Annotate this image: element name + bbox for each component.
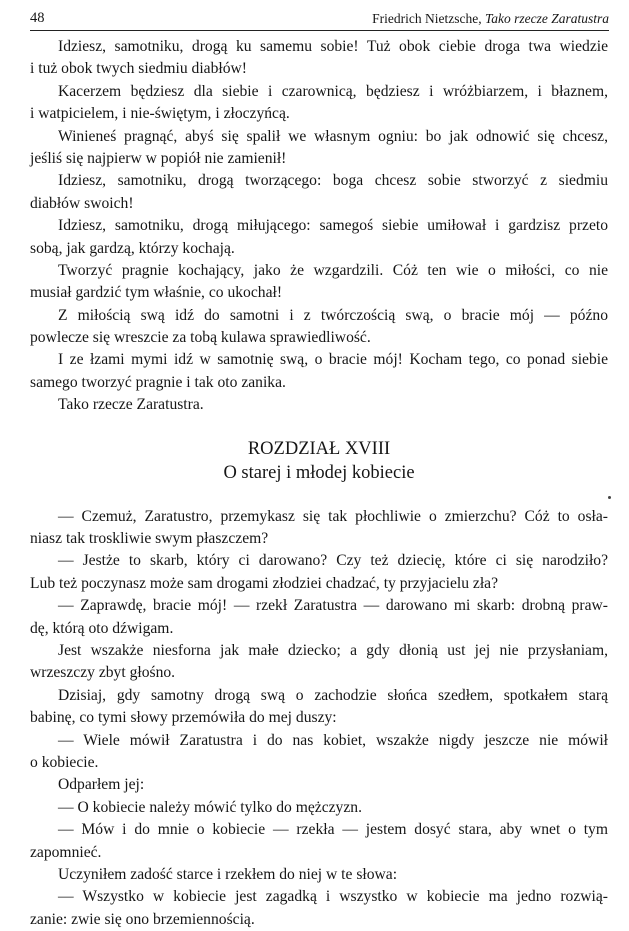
- text-line: jeśliś się najpierw w popiół nie zamienił!: [30, 149, 287, 167]
- text-line: zapomnieć.: [30, 843, 102, 861]
- work-title: Tako rzecze Zaratustra: [484, 11, 609, 26]
- text-line: Jest wszakże niesforna jak małe dziecko; a gdy dłonią ust jej nie przysłaniam,: [58, 641, 608, 659]
- chapter-title: O starej i młodej kobiecie: [223, 462, 415, 483]
- text-line: Idziesz, samotniku, drogą tworzącego: boga chcesz sobie stworzyć z siedmiu: [58, 172, 608, 190]
- print-speck: [608, 496, 611, 499]
- text-line: Idziesz, samotniku, drogą ku samemu sobie! Tuż obok ciebie droga twa wiedzie: [58, 38, 608, 55]
- text-line: Idziesz, samotniku, drogą miłującego: samegoś siebie umiłował i gardzisz przeto: [58, 217, 608, 235]
- text-line: samego tworzyć pragnie i tak oto zanika.: [30, 373, 286, 391]
- text-line: — Wszystko w kobiecie jest zagadką i wszystko w kobiecie ma jedno rozwią-: [58, 888, 608, 906]
- text-line: Tworzyć pragnie kochający, jako że wzgardzili. Cóż ten wie o miłości, co nie: [58, 261, 608, 279]
- page-number: 48: [30, 10, 45, 26]
- text-line: — Wiele mówił Zaratustra i do nas kobiet, wszakże nigdy jeszcze nie mówił: [58, 731, 608, 749]
- text-line: wrzeszczy zbyt głośno.: [30, 664, 176, 682]
- text-line: Odparłem jej:: [58, 776, 145, 794]
- text-line: zanie: zwie się ono brzemiennością.: [30, 910, 255, 928]
- text-line: — O kobiecie należy mówić tylko do mężczyzn.: [58, 798, 362, 816]
- header-rule: [30, 30, 609, 31]
- text-line: i watpicielem, i nie-świętym, i złoczyńcą.: [30, 105, 290, 123]
- spacer: [30, 417, 608, 437]
- text-line: I ze łzami mymi idź w samotnię swą, o bracie mój! Kocham tego, co ponad siebie: [58, 351, 608, 369]
- text-line: sobą, jak gardzą, którzy kochają.: [30, 239, 235, 257]
- text-line: o kobiecie.: [30, 753, 99, 771]
- text-line: — Czemuż, Zaratustro, przemykasz się tak płochliwie o zmierzchu? Cóż to osła-: [58, 507, 608, 525]
- text-line: niasz tak troskliwie swym płaszczem?: [30, 530, 269, 548]
- page-body: [30, 36, 608, 931]
- text-line: i tuż obok twych siedmiu diabłów!: [30, 60, 247, 78]
- text-line: diabłów swoich!: [30, 194, 134, 212]
- text-line: dę, którą oto dźwigam.: [30, 619, 174, 637]
- spacer: [30, 485, 608, 506]
- text-line: — Zaprawdę, bracie mój! — rzekł Zaratustra — darowano mi skarb: drobną praw-: [58, 597, 608, 615]
- text-line: babinę, co tymi słowy przemówiła do mej duszy:: [30, 709, 337, 727]
- text-line: Tako rzecze Zaratustra.: [58, 396, 204, 414]
- text-line: Dzisiaj, gdy samotny drogą swą o zachodzie słońca szedłem, spotkałem starą: [58, 686, 608, 704]
- text-line: powlecze się wreszcie za tobą kulawa sprawiedliwość.: [30, 329, 371, 347]
- text-line: — Mów i do mnie o kobiecie — rzekła — jestem dosyć stara, aby wnet o tym: [58, 821, 608, 839]
- text-line: Lub też poczynasz może sam drogami złodziei chadzać, ty przyjacielu zła?: [30, 574, 499, 592]
- text-line: Uczyniłem zadość starce i rzekłem do niej w te słowa:: [58, 865, 398, 883]
- text-line: Z miłością swą idź do samotni i z twórczością swą, o bracie mój — późno: [58, 306, 608, 324]
- chapter-number: ROZDZIAŁ XVIII: [247, 438, 391, 459]
- running-title: [372, 9, 609, 29]
- author-name: Friedrich Nietzsche,: [372, 11, 482, 26]
- running-head: [30, 8, 609, 30]
- text-line: musiał gardzić tym właśnie, co ukochał!: [30, 284, 283, 302]
- text-line: Kacerzem będziesz dla siebie i czarownicą, będziesz i wróżbiarzem, i błaznem,: [58, 82, 608, 100]
- text-line: — Jestże to skarb, który ci darowano? Czy też dziecię, które ci się narodziło?: [58, 552, 608, 570]
- text-line: Winieneś pragnąć, abyś się spalił we własnym ogniu: bo jak odnowić się chcesz,: [58, 127, 608, 145]
